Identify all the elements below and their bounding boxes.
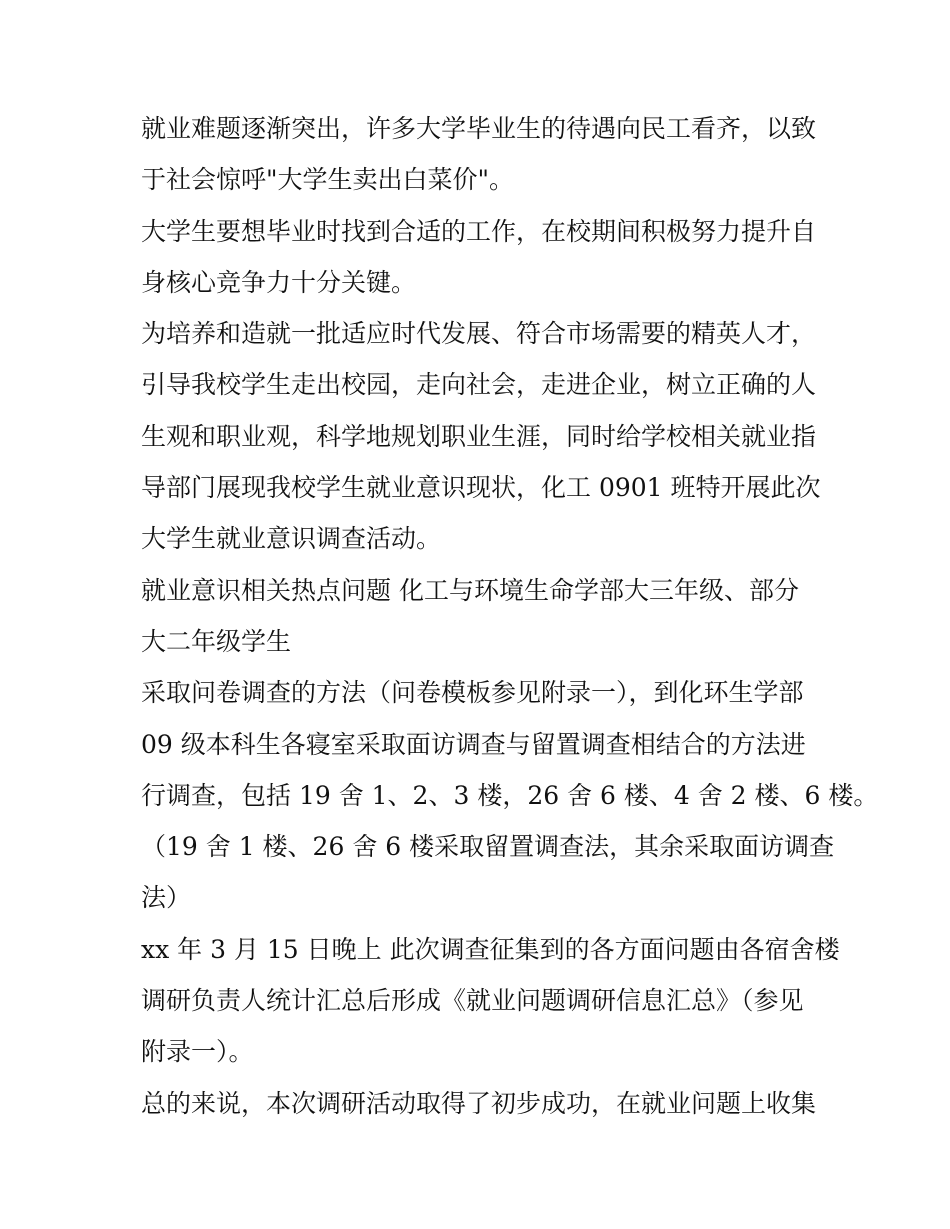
text-line: 身核心竞争力十分关键。 — [141, 267, 417, 297]
text-line: 附录一）。 — [141, 1037, 254, 1067]
text-line: 采取问卷调查的方法（问卷模板参见附录一），到化环生学部 — [141, 678, 804, 708]
text-line: 大学生就业意识调查活动。 — [141, 524, 442, 554]
text-line: 大二年级学生 — [141, 626, 292, 656]
text-line: 行调查，包括 19 舍 1、2、3 楼，26 舍 6 楼、4 舍 2 楼、6 楼。 — [141, 780, 879, 810]
text-line: xx 年 3 月 15 日晚上 此次调查征集到的各方面问题由各宿舍楼 — [141, 934, 840, 964]
text-line: 导部门展现我校学生就业意识现状，化工 0901 班特开展此次 — [141, 473, 821, 503]
text-line: （19 舍 1 楼、26 舍 6 楼采取留置调查法，其余采取面访调查 — [141, 832, 835, 862]
text-line: 就业意识相关热点问题 化工与环境生命学部大三年级、部分 — [141, 575, 799, 605]
text-line: 为培养和造就一批适应时代发展、符合市场需要的精英人才， — [141, 319, 817, 349]
text-line: 调研负责人统计汇总后形成《就业问题调研信息汇总》（参见 — [141, 986, 804, 1016]
text-line: 就业难题逐渐突出，许多大学毕业生的待遇向民工看齐，以致 — [141, 114, 817, 143]
text-line: 于社会惊呼"大学生卖出白菜价"。 — [141, 165, 514, 195]
text-line: 大学生要想毕业时找到合适的工作，在校期间积极努力提升自 — [141, 216, 817, 246]
text-line: 生观和职业观，科学地规划职业生涯，同时给学校相关就业指 — [141, 421, 817, 451]
text-line: 法） — [141, 883, 192, 913]
text-line: 总的来说，本次调研活动取得了初步成功，在就业问题上收集 — [141, 1088, 817, 1118]
text-line: 引导我校学生走出校园，走向社会，走进企业，树立正确的人 — [141, 370, 817, 400]
text-line: 09 级本科生各寝室采取面访调查与留置调查相结合的方法进 — [141, 729, 806, 759]
document-body — [141, 103, 879, 1129]
